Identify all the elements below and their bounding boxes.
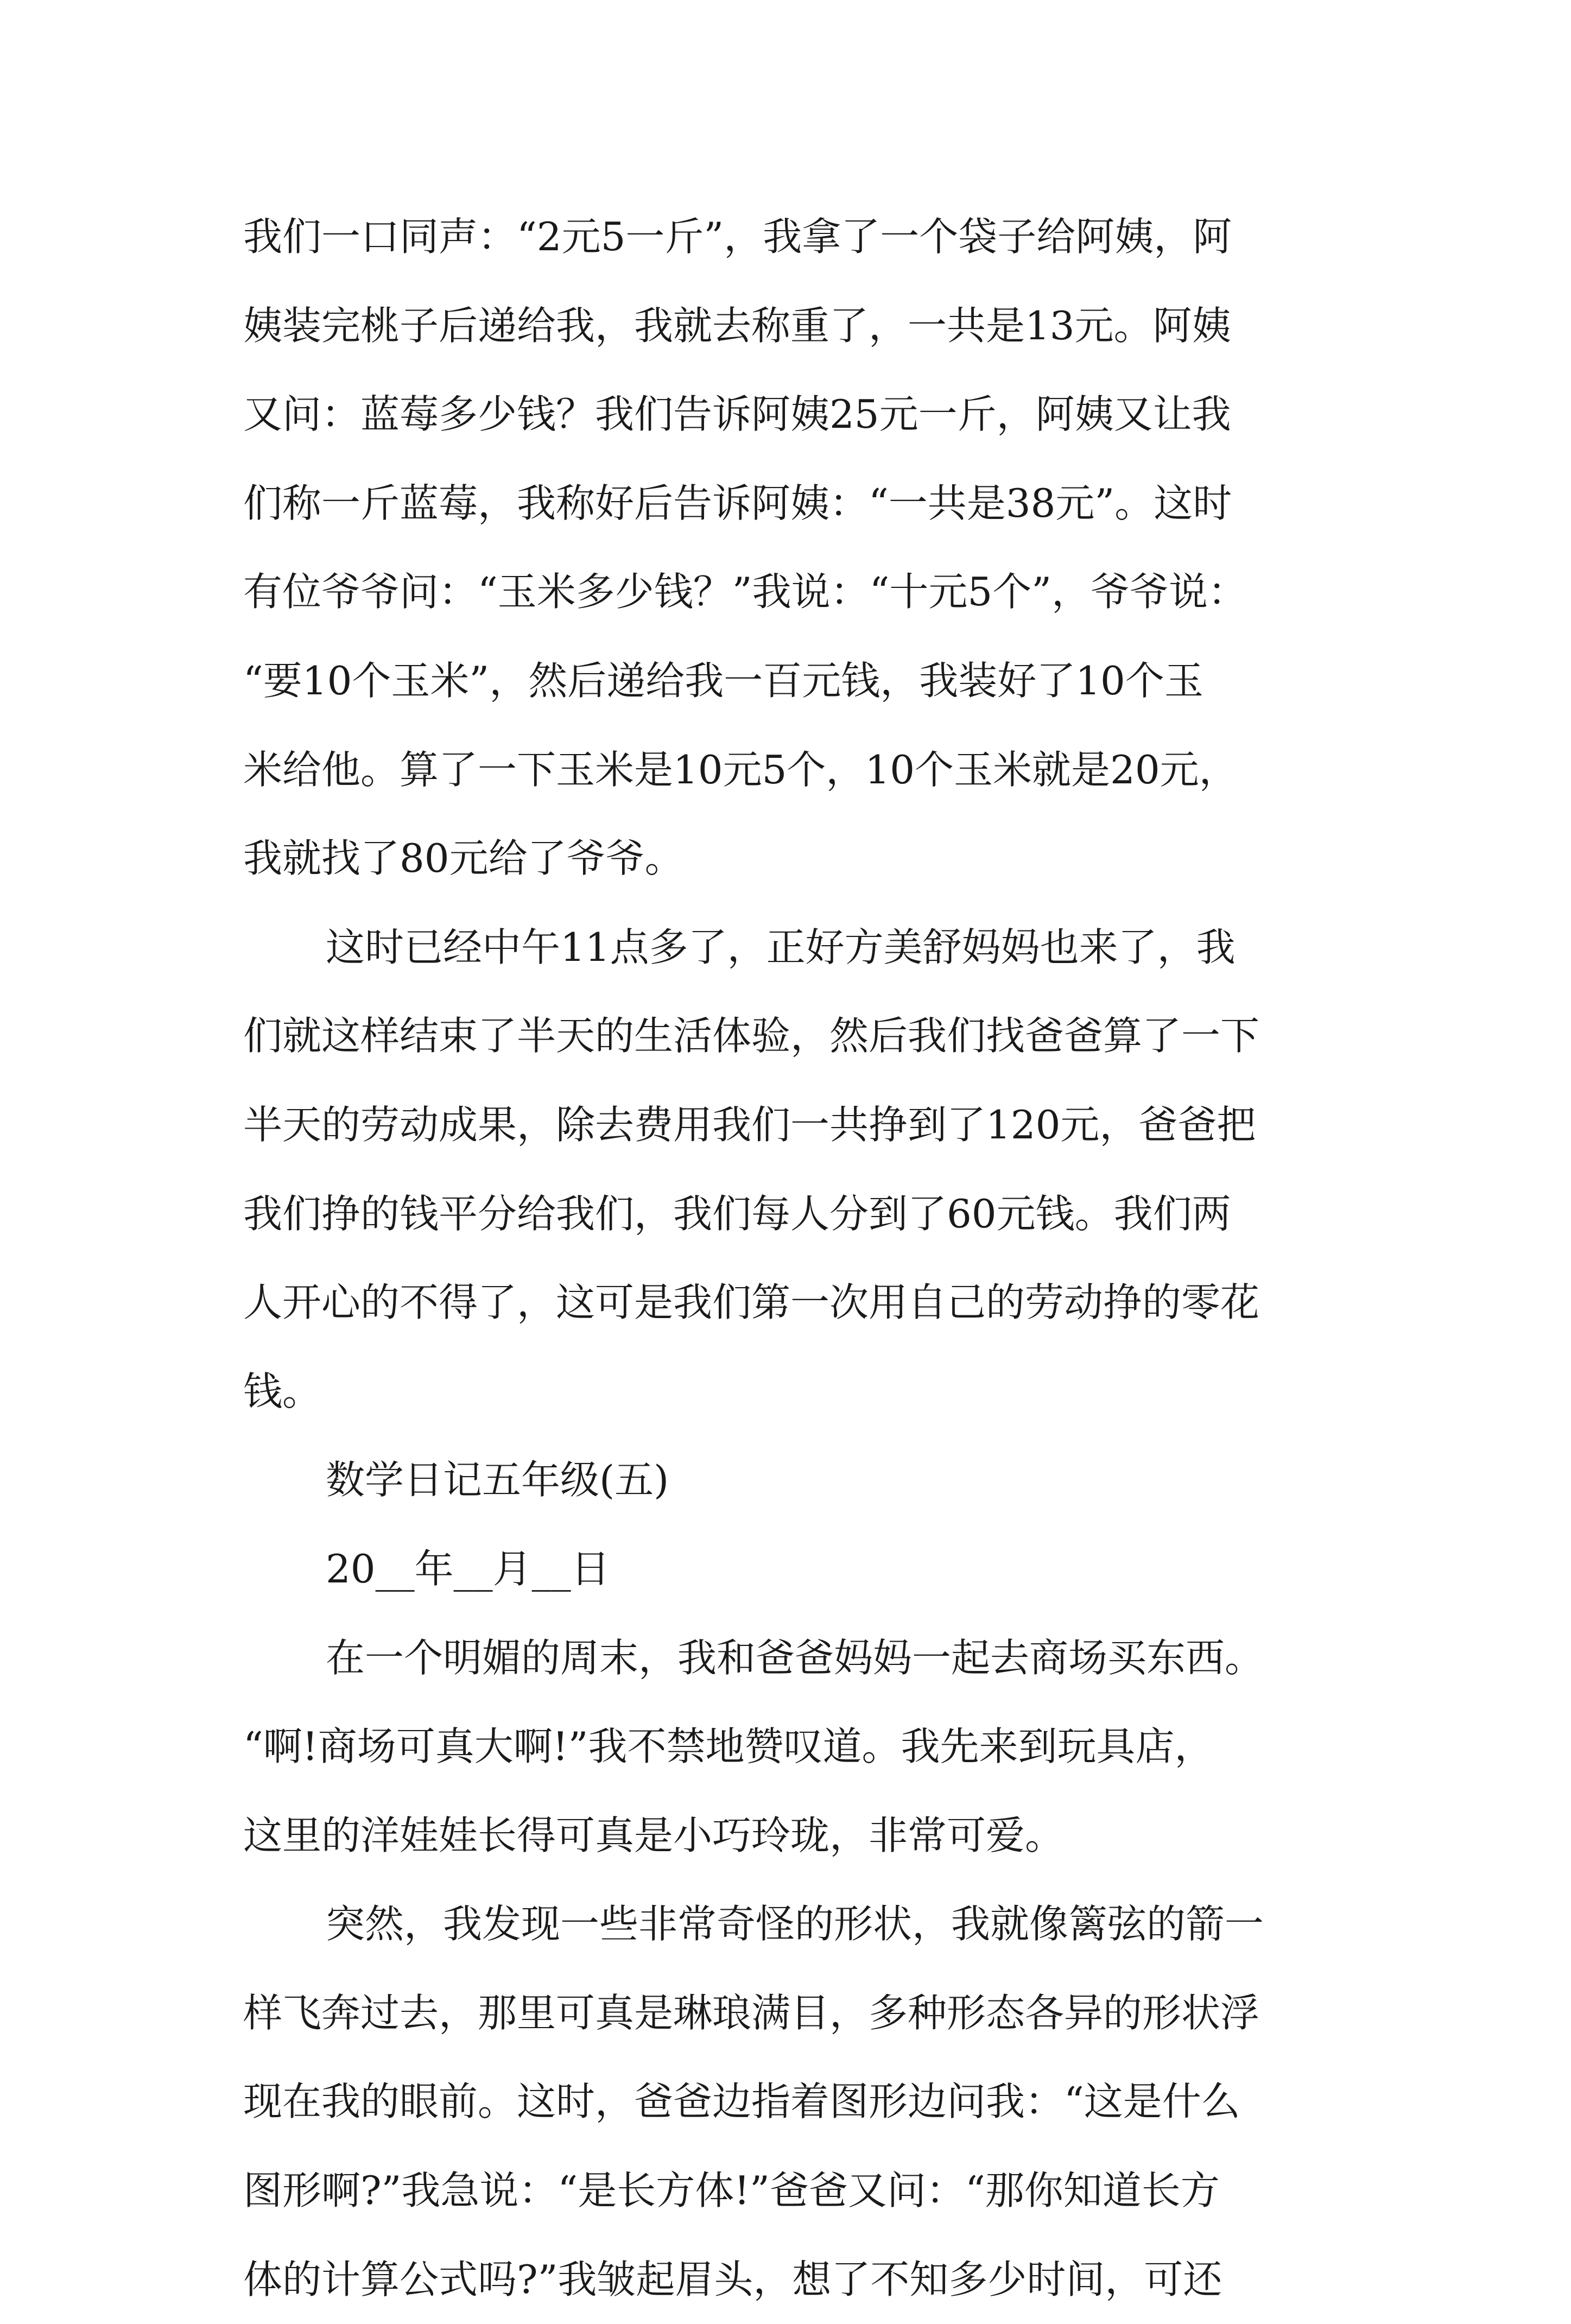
text-line: 们称一斤蓝莓，我称好后告诉阿姨：“一共是38元”。这时 — [243, 480, 1232, 526]
text-line: 现在我的眼前。这时，爸爸边指着图形边问我：“这是什么 — [243, 2079, 1240, 2125]
text-line: 这时已经中午11点多了，正好方美舒妈妈也来了，我 — [326, 924, 1236, 970]
text-line: 米给他。算了一下玉米是10元5个，10个玉米就是20元， — [243, 746, 1238, 793]
text-line: 数学日记五年级(五) — [326, 1457, 669, 1503]
text-line: 我们一口同声：“2元5一斤”，我拿了一个袋子给阿姨，阿 — [243, 214, 1232, 259]
document-body — [243, 193, 1340, 2324]
text-line: “啊!商场可真大啊!”我不禁地赞叹道。我先来到玩具店， — [243, 1724, 1214, 1770]
text-line: 我们挣的钱平分给我们，我们每人分到了60元钱。我们两 — [243, 1191, 1231, 1237]
text-line: “要10个玉米”，然后递给我一百元钱，我装好了10个玉 — [243, 657, 1203, 704]
text-line: 我就找了80元给了爷爷。 — [243, 835, 684, 882]
text-line: 又问：蓝莓多少钱？我们告诉阿姨25元一斤，阿姨又让我 — [243, 391, 1231, 438]
text-line: 20__年__月__日 — [326, 1546, 610, 1592]
text-line: 人开心的不得了，这可是我们第一次用自己的劳动挣的零花 — [243, 1280, 1260, 1326]
text-line: 姨装完桃子后递给我，我就去称重了，一共是13元。阿姨 — [243, 302, 1231, 349]
text-line: 这里的洋娃娃长得可真是小巧玲珑，非常可爱。 — [243, 1812, 1065, 1858]
text-line: 体的计算公式吗?”我皱起眉头，想了不知多少时间，可还 — [243, 2256, 1222, 2302]
text-line: 样飞奔过去，那里可真是琳琅满目，多种形态各异的形状浮 — [243, 1990, 1260, 2036]
text-line: 钱。 — [243, 1368, 322, 1414]
text-line: 半天的劳动成果，除去费用我们一共挣到了120元，爸爸把 — [243, 1101, 1256, 1148]
text-line: 们就这样结束了半天的生活体验，然后我们找爸爸算了一下 — [243, 1013, 1260, 1059]
text-line: 在一个明媚的周末，我和爸爸妈妈一起去商场买东西。 — [326, 1635, 1264, 1681]
text-line: 突然，我发现一些非常奇怪的形状，我就像篱弦的箭一 — [326, 1901, 1264, 1947]
text-line: 有位爷爷问：“玉米多少钱？”我说：“十元5个”，爷爷说： — [243, 569, 1247, 615]
text-line: 图形啊?”我急说：“是长方体!”爸爸又问：“那你知道长方 — [243, 2168, 1220, 2214]
